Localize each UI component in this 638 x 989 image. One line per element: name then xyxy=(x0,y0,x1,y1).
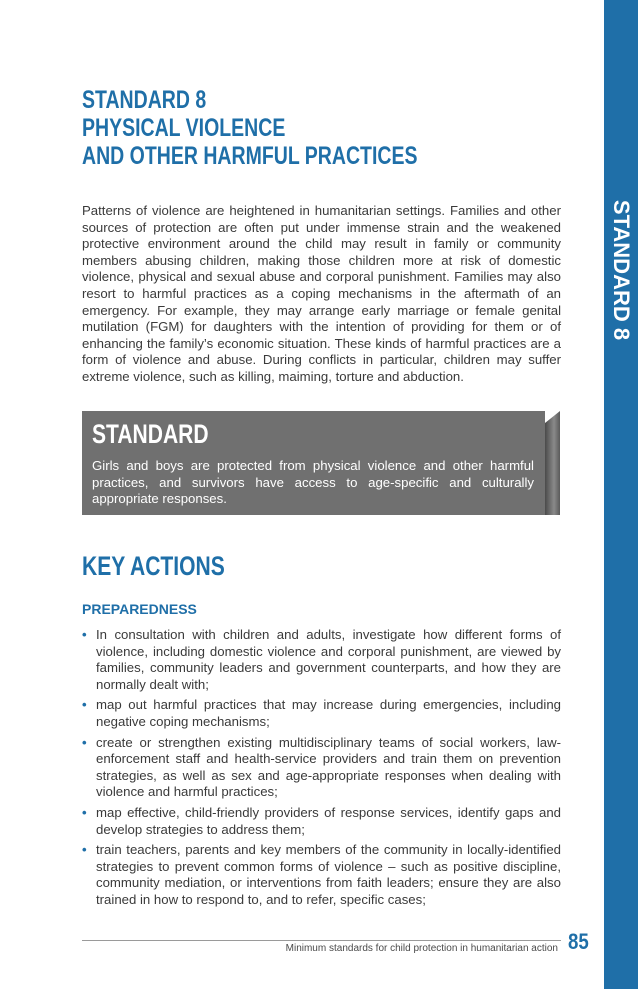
list-item xyxy=(82,697,561,730)
list-item-text: map out harmful practices that may increase during emergencies, including negative coping mechanisms; xyxy=(96,697,561,729)
title-line-3: AND OTHER HARMFUL PRACTICES xyxy=(82,142,418,170)
footer-divider xyxy=(82,940,561,941)
side-tab-label-wrap xyxy=(604,199,638,341)
side-tab xyxy=(604,0,638,989)
standard-heading: STANDARD xyxy=(92,419,209,449)
box-fold-decoration xyxy=(545,411,560,515)
bullet-icon: • xyxy=(82,734,87,750)
preparedness-subheading: PREPAREDNESS xyxy=(82,601,197,617)
page-number: 85 xyxy=(568,929,589,954)
list-item-text: In consultation with children and adults, investigate how different forms of violence, including domestic violence and corporal punishment, are viewed by families, community leaders and government counterparts, and how they are normally dealt with; xyxy=(96,627,561,692)
standard-box xyxy=(82,411,545,515)
bullet-icon: • xyxy=(82,627,87,642)
list-item-text: map effective, child-friendly providers of response services, identify gaps and develop strategies to address them; xyxy=(96,804,561,837)
list-item-text: train teachers, parents and key members of the community in locally-identified strategies to prevent common forms of violence – such as positive discipline, community mediation, or interventions from faith leaders; ensure they are also trained in how to respond to, and to refer, specific cases; xyxy=(96,842,561,907)
standard-text: Girls and boys are protected from physical violence and other harmful practices, and survivors have access to age-specific and culturally appropriate responses. xyxy=(92,458,534,507)
list-item xyxy=(82,842,561,908)
title-line-1: STANDARD 8 xyxy=(82,86,207,114)
title-line-2: PHYSICAL VIOLENCE xyxy=(82,114,286,142)
bullet-icon: • xyxy=(82,697,87,713)
side-tab-label: STANDARD 8 xyxy=(609,199,634,341)
bullet-icon: • xyxy=(82,804,87,820)
key-actions-list xyxy=(82,627,561,913)
intro-paragraph: Patterns of violence are heightened in humanitarian settings. Families and other sources of protection are often put under immense strain and the weakened protective environment around the child may result in family or community members abusing children, making those children more at risk of domestic violence, physical and sexual abuse and corporal punishment. Families may also resort to harmful practices as a coping mechanisms in the aftermath of an emergency. For example, they may arrange early marriage or female genital mutilation (FGM) for daughters with the intention of providing for them or of enhancing the family’s economic situation. These kinds of harmful practices are a form of violence and abuse. During conflicts in particular, children may suffer extreme violence, such as killing, maiming, torture and abduction. xyxy=(82,203,561,384)
page-title xyxy=(82,86,488,170)
footer-text: Minimum standards for child protection in humanitarian action xyxy=(285,943,558,954)
list-item-text: create or strengthen existing multidisciplinary teams of social workers, law-enforcement staff and health-service providers and train them on prevention strategies, as well as sex and age-appropriate responses when dealing with violence and harmful practices; xyxy=(96,734,561,800)
key-actions-heading: KEY ACTIONS xyxy=(82,551,225,581)
bullet-icon: • xyxy=(82,842,87,858)
list-item xyxy=(82,627,561,693)
list-item xyxy=(82,735,561,801)
list-item xyxy=(82,805,561,838)
